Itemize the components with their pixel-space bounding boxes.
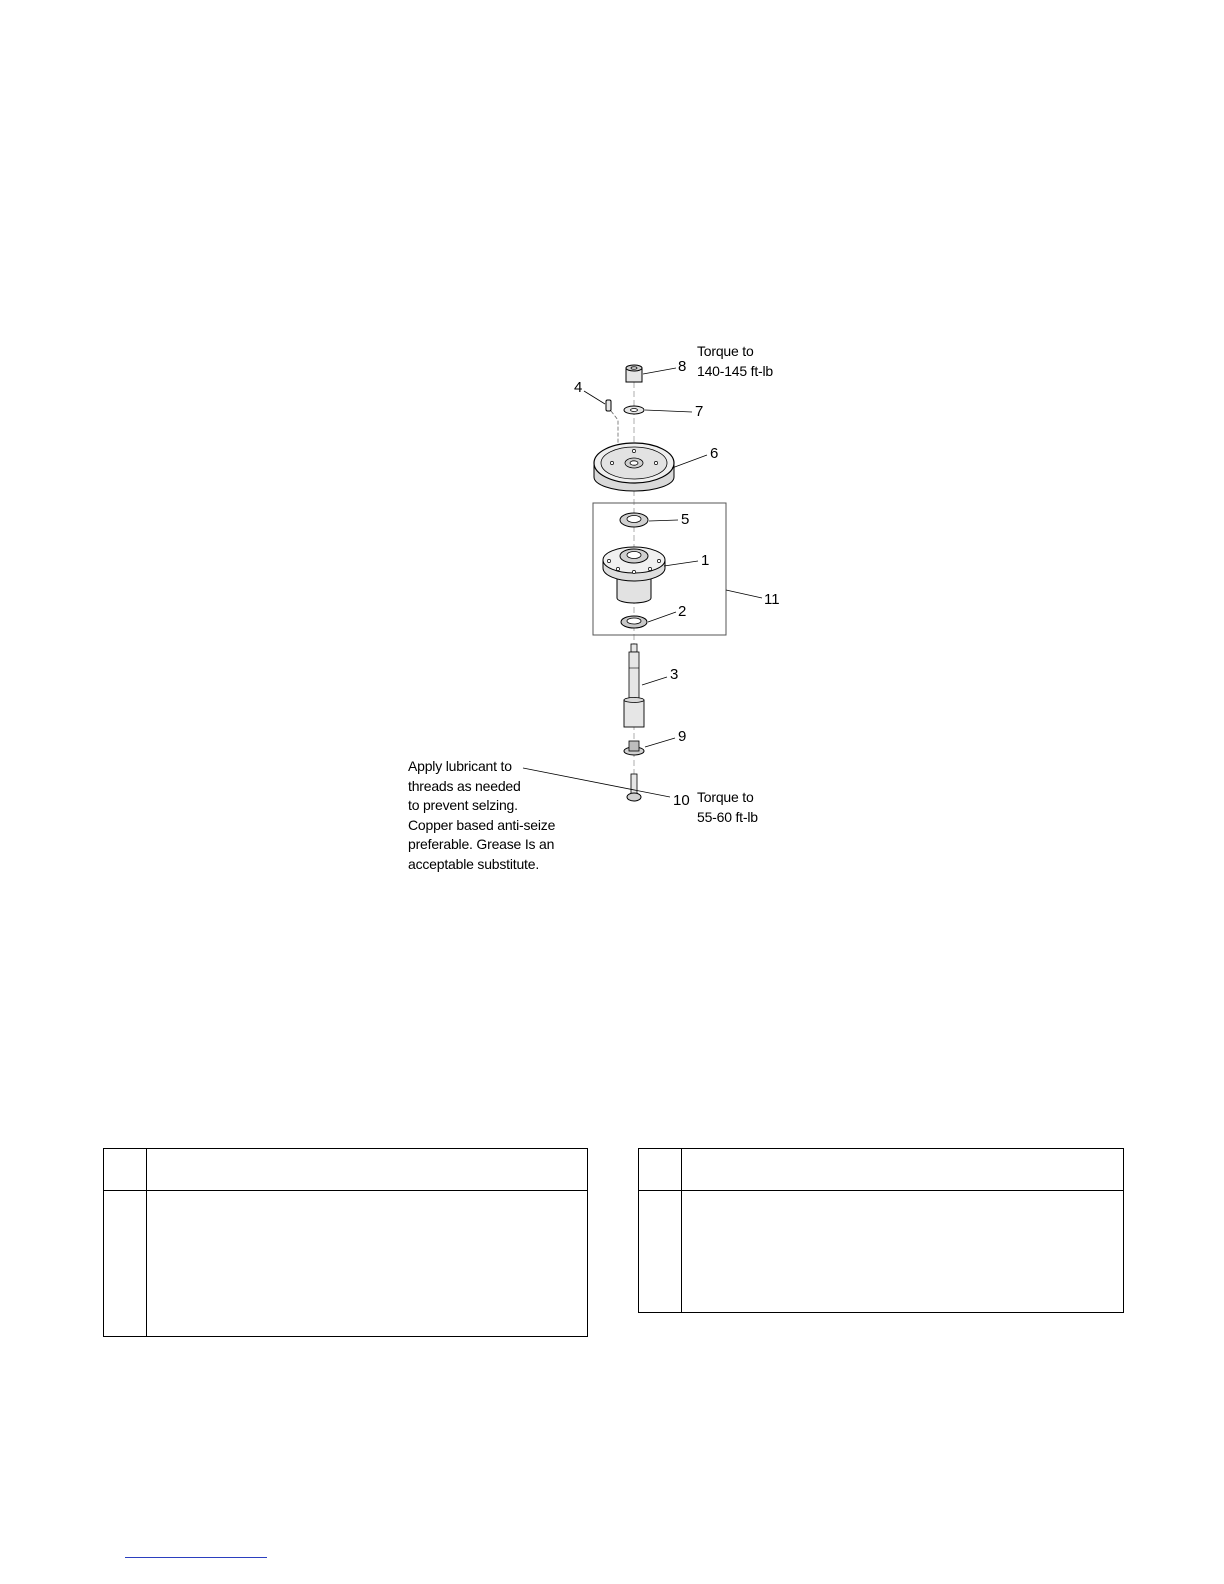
part-8-nut — [626, 365, 642, 382]
torque-note-top: Torque to 140-145 ft-lb — [697, 343, 774, 379]
table-header-description — [147, 1149, 588, 1191]
torque-note-bottom: Torque to 55-60 ft-lb — [697, 789, 758, 825]
part-7-washer — [624, 406, 644, 414]
callout-8: 8 — [678, 358, 687, 375]
callout-2: 2 — [678, 603, 687, 620]
table-header-ref — [639, 1149, 682, 1191]
table-cell-description — [682, 1191, 1124, 1313]
callout-11: 11 — [764, 591, 780, 608]
parts-table-right — [638, 1148, 1124, 1313]
part-1-housing — [603, 547, 665, 603]
callout-3: 3 — [670, 666, 679, 683]
table-cell-ref — [104, 1191, 147, 1337]
parts-table-left — [103, 1148, 588, 1337]
callout-10: 10 — [673, 792, 690, 809]
part-2-bearing — [621, 616, 647, 628]
table-header-ref — [104, 1149, 147, 1191]
part-9-washer — [624, 741, 644, 755]
part-6-pulley — [594, 443, 674, 491]
table-header-description — [682, 1149, 1124, 1191]
lubricant-note: Apply lubricant to threads as needed to prevent selzing. Copper based anti-seize preferable. Grease Is an acceptable substitute. — [408, 758, 556, 872]
part-10-bolt — [627, 774, 641, 801]
table-cell-description — [147, 1191, 588, 1337]
callout-1: 1 — [701, 552, 710, 569]
callout-7: 7 — [695, 403, 704, 420]
callout-5: 5 — [681, 511, 690, 528]
footer-link-underline — [125, 1557, 267, 1558]
part-3-shaft — [624, 644, 644, 727]
callout-4: 4 — [574, 379, 583, 396]
callout-6: 6 — [710, 445, 719, 462]
part-5-bearing — [620, 513, 648, 527]
callout-9: 9 — [678, 728, 687, 745]
table-cell-ref — [639, 1191, 682, 1313]
